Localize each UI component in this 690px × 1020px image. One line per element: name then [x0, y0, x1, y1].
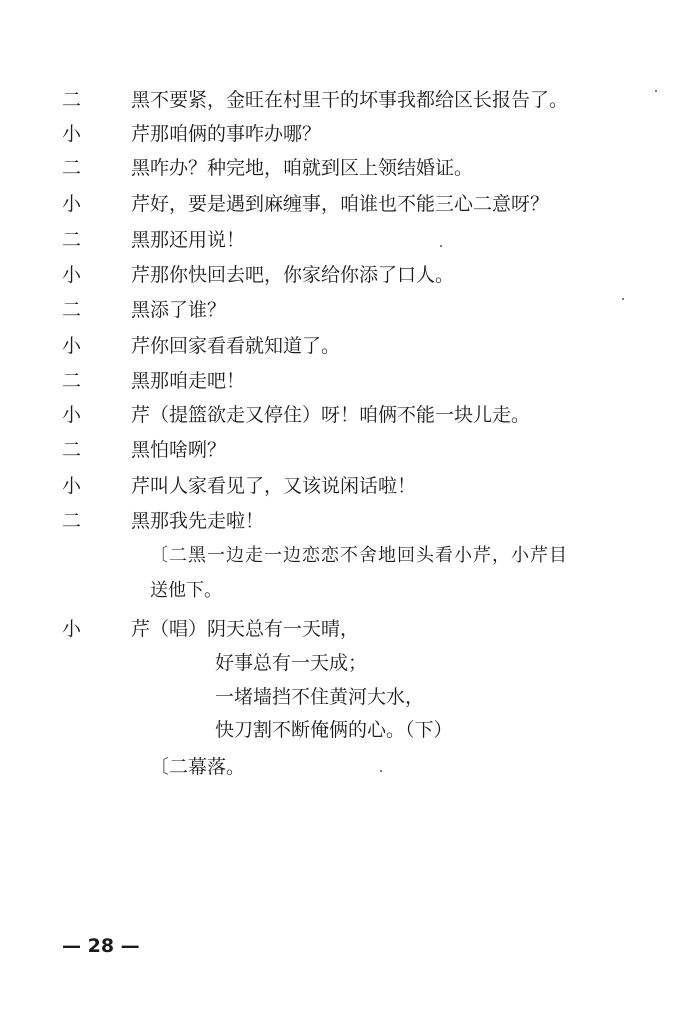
dialogue-text: 不要紧，金旺在村里干的坏事我都给区长报告了。: [150, 89, 569, 111]
dialogue-text: 你回家看看就知道了。: [150, 335, 341, 357]
song-line: [0, 682, 690, 712]
page-number: — 28 —: [62, 935, 140, 957]
song-line: [0, 614, 690, 644]
speaker-name: 小 芹: [62, 618, 173, 640]
song-text: （唱）阴天总有一天晴，: [150, 618, 360, 640]
curtain-line: [0, 752, 690, 782]
dialogue-line: [0, 260, 690, 290]
dialogue-text: 怕啥咧？: [150, 439, 227, 461]
dialogue-line: [0, 295, 690, 325]
speaker-name: 二 黑: [62, 439, 173, 461]
song-line: [0, 648, 690, 678]
dialogue-text: 添了谁？: [150, 299, 227, 321]
song-line: [0, 715, 690, 745]
speaker-name: 二 黑: [62, 89, 173, 111]
stage-direction-line: [0, 576, 690, 606]
speaker-name: 二 黑: [62, 510, 173, 532]
dialogue-line: [0, 331, 690, 361]
dialogue-text: 那咱走吧！: [150, 370, 246, 392]
speaker-name: 小 芹: [62, 264, 173, 286]
song-text: 一堵墙挡不住黄河大水，: [215, 686, 425, 708]
song-text: 快刀割不断俺俩的心。（下）: [215, 719, 453, 741]
dialogue-line: [0, 506, 690, 536]
scan-speck: [380, 770, 382, 772]
song-text: 好事总有一天成；: [215, 652, 368, 674]
speaker-name: 小 芹: [62, 475, 173, 497]
dialogue-text: 那咱俩的事咋办哪？: [150, 123, 322, 145]
stage-direction-text: 送他下。: [150, 580, 222, 601]
dialogue-text: 那还用说！: [150, 229, 246, 251]
speaker-name: 小 芹: [62, 123, 173, 145]
dialogue-text: 咋办？种完地，咱就到区上领结婚证。: [150, 157, 474, 179]
dialogue-line: [0, 189, 690, 219]
scan-speck: [655, 90, 657, 92]
speaker-name: 小 芹: [62, 335, 173, 357]
dialogue-line: [0, 225, 690, 255]
stage-direction-line: [0, 541, 690, 571]
dialogue-line: [0, 471, 690, 501]
dialogue-line: [0, 435, 690, 465]
dialogue-line: [0, 400, 690, 430]
speaker-name: 二 黑: [62, 229, 173, 251]
dialogue-line: [0, 153, 690, 183]
speaker-name: 二 黑: [62, 299, 173, 321]
scan-speck: [622, 298, 624, 300]
dialogue-text: 那你快回去吧，你家给你添了口人。: [150, 264, 455, 286]
dialogue-line: [0, 85, 690, 115]
dialogue-text: （提篮欲走又停住）呀！咱俩不能一块儿走。: [150, 404, 531, 426]
speaker-name: 二 黑: [62, 370, 173, 392]
speaker-name: 二 黑: [62, 157, 173, 179]
dialogue-line: [0, 366, 690, 396]
dialogue-text: 叫人家看见了，又该说闲话啦！: [150, 475, 417, 497]
speaker-name: 小 芹: [62, 193, 173, 215]
dialogue-line: [0, 119, 690, 149]
dialogue-text: 好，要是遇到麻缠事，咱谁也不能三心二意呀？: [150, 193, 550, 215]
stage-direction-text: 〔二黑一边走一边恋恋不舍地回头看小芹，小芹目: [150, 545, 568, 566]
scan-speck: [440, 245, 442, 247]
curtain-text: 〔二幕落。: [150, 756, 246, 778]
speaker-name: 小 芹: [62, 404, 173, 426]
dialogue-text: 那我先走啦！: [150, 510, 265, 532]
